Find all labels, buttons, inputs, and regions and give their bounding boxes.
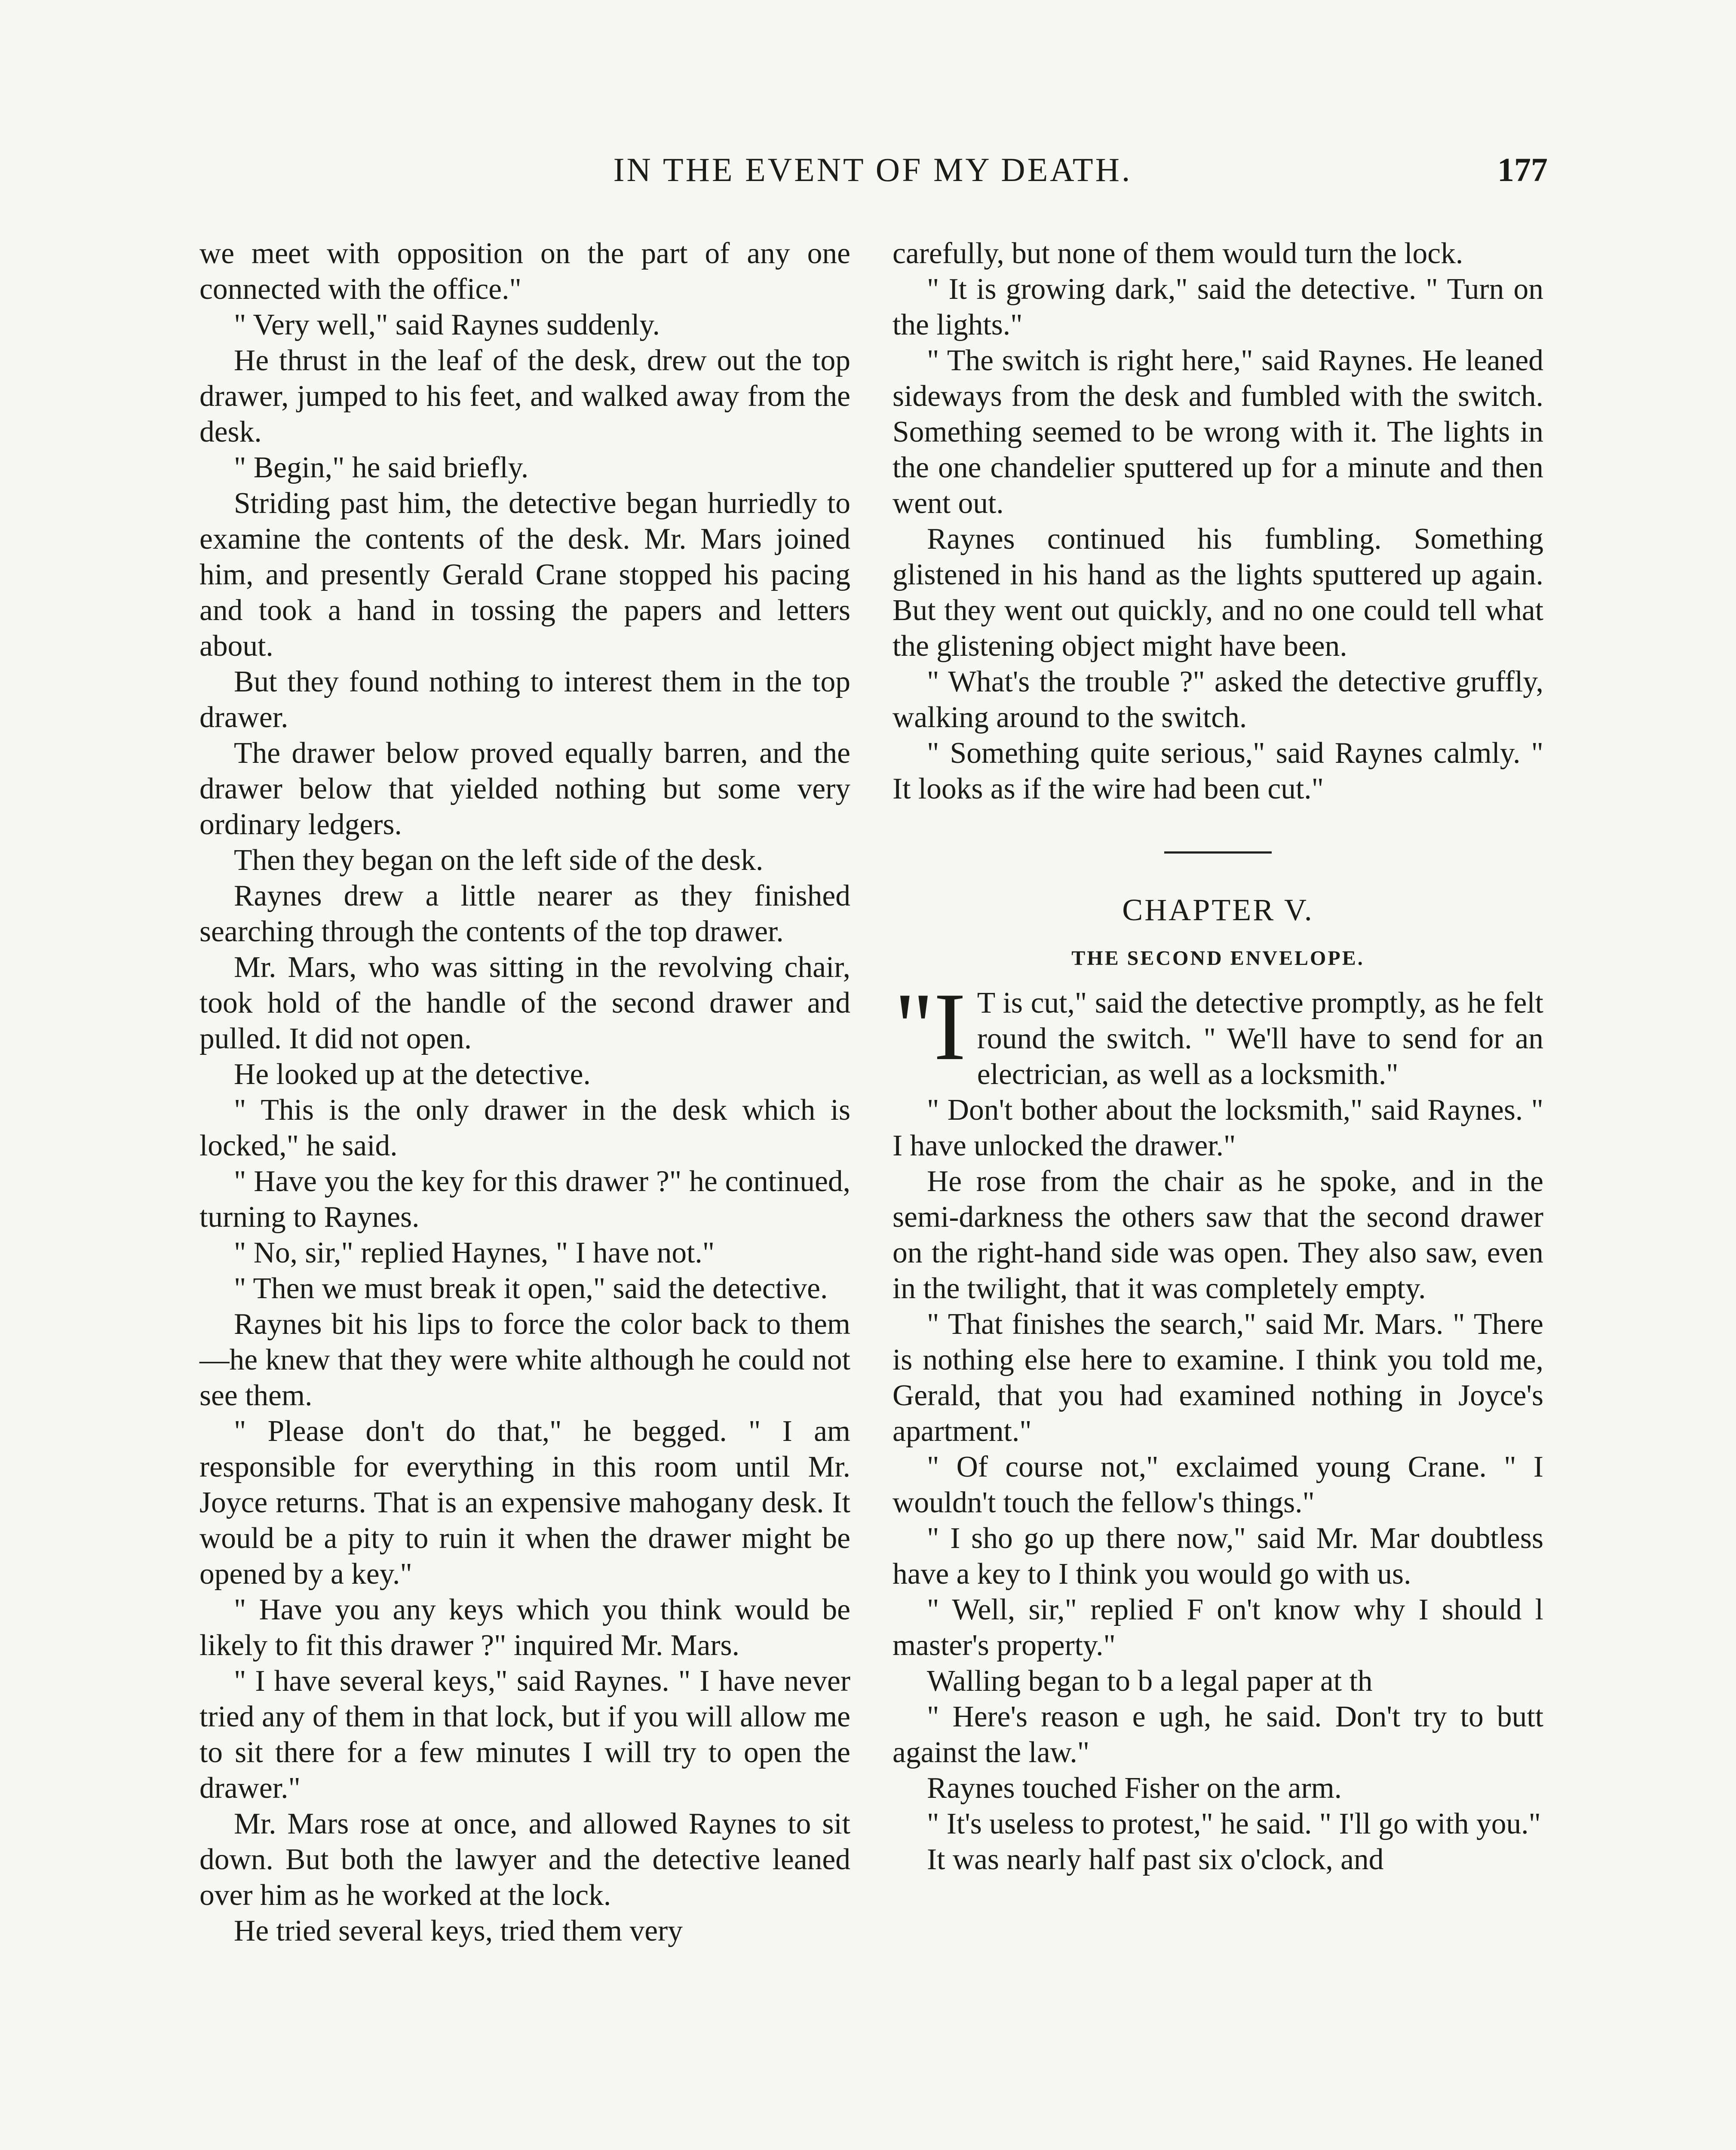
opening-text: T is cut," said the detective promptly, as he felt round the switch. " We'll have to send for an electrician, as well as a locksmith." [977,986,1543,1091]
paragraph: " No, sir," replied Haynes, " I have not." [234,1236,715,1269]
paragraph: " Very well," said Raynes suddenly. [234,308,660,341]
paragraph: The drawer below proved equally barren, and the drawer below that yielded nothing but some very ordinary ledgers. [199,737,850,841]
paragraph: " Begin," he said briefly. [234,451,529,484]
paragraph: He thrust in the leaf of the desk, drew out the top drawer, jumped to his feet, and walked away from the desk. [199,344,850,448]
paragraph: carefully, but none of them would turn the lock. [893,237,1463,270]
paragraph: " The switch is right here," said Raynes. He leaned sideways from the desk and fumbled with the switch. Something seemed to be wrong with it. The lights in the one chandelier sputtered up for a minute and then went out. [893,344,1543,520]
paragraph: " I sho go up there now," said Mr. Mar doubtless have a key to I think you would go with us. [893,1522,1543,1591]
drop-cap: "I [894,973,966,1080]
paragraph: " Don't bother about the locksmith," said Raynes. " I have unlocked the drawer." [893,1093,1543,1162]
paragraph: Mr. Mars, who was sitting in the revolving chair, took hold of the handle of the second drawer and pulled. It did not open. [199,951,850,1055]
paragraph: Raynes continued his fumbling. Something glistened in his hand as the lights sputtered up again. But they went out quickly, and no one could tell what the glistening object might have been. [893,522,1543,663]
paragraph: " What's the trouble ?" asked the detective gruffly, walking around to the switch. [893,665,1543,734]
paragraph: He tried several keys, tried them very [234,1914,683,1947]
paragraph: " It's useless to protest," he said. " I'll go with you." [927,1807,1541,1840]
chapter-title: CHAPTER V. [1122,893,1314,927]
paragraph: " Well, sir," replied F on't know why I should l master's property." [893,1593,1543,1662]
paragraph: " Then we must break it open," said the detective. [234,1272,828,1305]
page-number: 177 [1497,151,1548,188]
paragraph: " Of course not," exclaimed young Crane. " I wouldn't touch the fellow's things." [893,1450,1543,1519]
page-header [198,150,1548,202]
paragraph: " Have you the key for this drawer ?" he continued, turning to Raynes. [199,1165,850,1234]
paragraph: Walling began to b a legal paper at th [927,1665,1373,1698]
paragraph: Raynes drew a little nearer as they finished searching through the contents of the top drawer. [199,879,850,948]
left-column [199,236,850,1949]
paragraph: " Have you any keys which you think would be likely to fit this drawer ?" inquired Mr. Mars. [199,1593,850,1662]
running-head: IN THE EVENT OF MY DEATH. [613,151,1132,188]
paragraph: " That finishes the search," said Mr. Mars. " There is nothing else here to examine. I think you told me, Gerald, that you had examined nothing in Joyce's apartment." [893,1308,1543,1448]
chapter-subtitle: THE SECOND ENVELOPE. [1071,947,1365,970]
paragraph: He looked up at the detective. [234,1058,591,1091]
chapter-opening-paragraph [893,973,1543,1092]
paragraph: " It is growing dark," said the detective. " Turn on the lights." [893,273,1543,341]
paragraph: we meet with opposition on the part of any one connected with the office." [199,237,850,306]
paragraph: Mr. Mars rose at once, and allowed Raynes to sit down. But both the lawyer and the detective leaned over him as he worked at the lock. [199,1807,850,1912]
paragraph: He rose from the chair as he spoke, and in the semi-darkness the others saw that the second drawer on the right-hand side was open. They also saw, even in the twilight, that it was completely empty. [893,1165,1543,1305]
paragraph: " Please don't do that," he begged. " I am responsible for everything in this room until Mr. Joyce returns. That is an expensive mahogany desk. It would be a pity to ruin it when the drawer might be opened by a key." [199,1415,850,1591]
paragraph: " I have several keys," said Raynes. " I have never tried any of them in that lock, but if you will allow me to sit there for a few minutes I will try to open the drawer." [199,1665,850,1805]
paragraph: " Here's reason e ugh, he said. Don't try to butt against the law." [893,1700,1543,1769]
right-column [893,236,1543,1877]
paragraph: But they found nothing to interest them in the top drawer. [199,665,850,734]
paragraph: It was nearly half past six o'clock, and [927,1843,1384,1876]
paragraph: Raynes touched Fisher on the arm. [927,1772,1342,1805]
paragraph: " This is the only drawer in the desk which is locked," he said. [199,1093,850,1162]
paragraph: " Something quite serious," said Raynes calmly. " It looks as if the wire had been cut." [893,737,1543,805]
paragraph: Striding past him, the detective began hurriedly to examine the contents of the desk. Mr. Mars joined him, and presently Gerald Crane stopped his pacing and took a hand in tossing the papers and letters about. [199,487,850,663]
paragraph: Raynes bit his lips to force the color back to them—he knew that they were white although he could not see them. [199,1308,850,1412]
section-divider [1164,851,1272,854]
paragraph: Then they began on the left side of the desk. [234,844,764,877]
